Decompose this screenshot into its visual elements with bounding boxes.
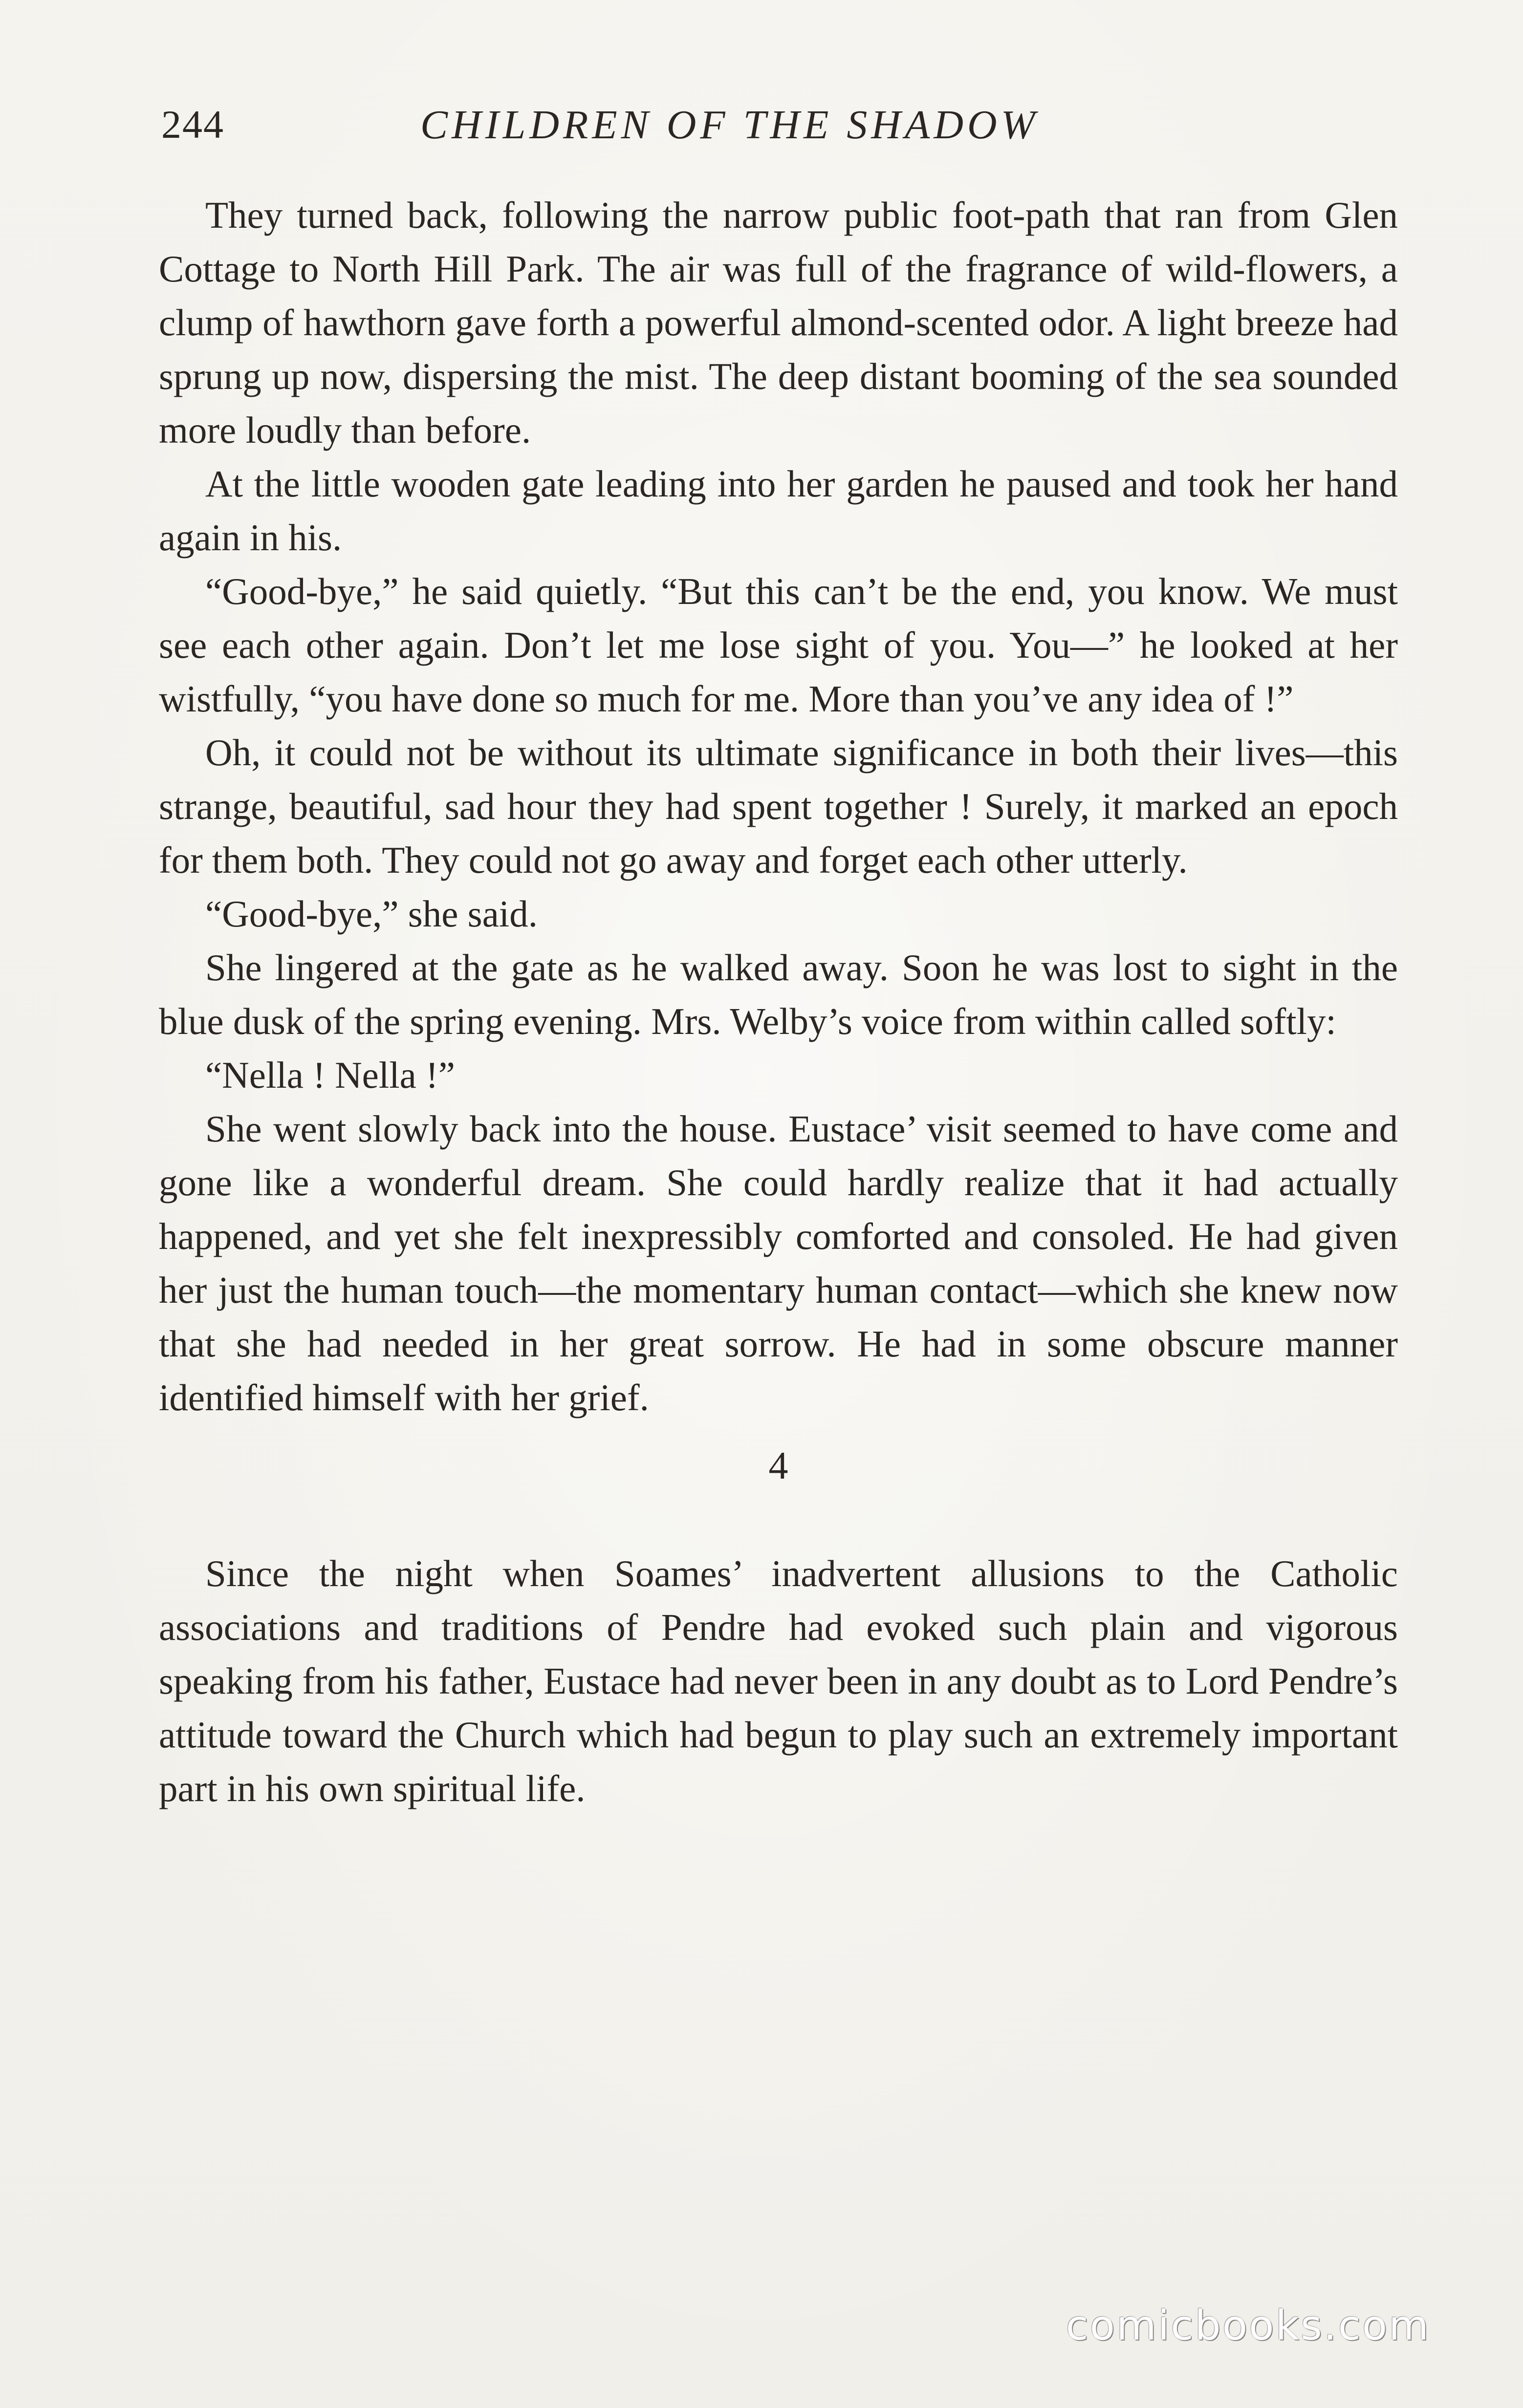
paragraph: At the little wooden gate leading into her garden he paused and took her hand again in his. bbox=[159, 463, 1398, 559]
body-text bbox=[159, 188, 1398, 1815]
paragraph: She went slowly back into the house. Eustace’ visit seemed to have come and gone like a wonderful dream. She could hardly realize that it had actually happened, and yet she felt inexpressibly comforted and consoled. He had given her just the human touch—the momentary human contact—which she knew now that she had needed in her great sorrow. He had in some obscure manner identified himself with her grief. bbox=[159, 1108, 1398, 1419]
paragraph: “Nella ! Nella !” bbox=[205, 1054, 455, 1096]
running-head: CHILDREN OF THE SHADOW bbox=[420, 102, 1039, 148]
page-header bbox=[161, 98, 1396, 151]
page-number: 244 bbox=[161, 102, 224, 147]
section-paragraph: Since the night when Soames’ inadvertent allusions to the Catholic associations and traditions of Pendre had evoked such plain and vigorous speaking from his father, Eustace had never been in any doubt as to Lord Pendre’s attitude toward the Church which had begun to play such an extremely important part in his own spiritual life. bbox=[159, 1552, 1398, 1809]
paragraph: “Good-bye,” he said quietly. “But this can’t be the end, you know. We must see each other again. Don’t let me lose sight of you. You—” he looked at her wistfully, “you have done so much for me. More than you’ve any idea of !” bbox=[159, 570, 1398, 720]
paragraph: She lingered at the gate as he walked away. Soon he was lost to sight in the blue dusk of the spring evening. Mrs. Welby’s voice from within called softly: bbox=[159, 946, 1398, 1042]
paragraph: “Good-bye,” she said. bbox=[205, 893, 538, 935]
section-number: 4 bbox=[768, 1444, 788, 1487]
watermark: comicbooks.com bbox=[1066, 2301, 1430, 2349]
paragraph: They turned back, following the narrow public foot-path that ran from Glen Cottage to North Hill Park. The air was full of the fragrance of wild-flowers, a clump of hawthorn gave forth a powerful almond-scented odor. A light breeze had sprung up now, dispersing the mist. The deep distant booming of the sea sounded more loudly than before. bbox=[159, 194, 1398, 451]
paragraph: Oh, it could not be without its ultimate significance in both their lives—this strange, beautiful, sad hour they had spent together ! Surely, it marked an epoch for them both. They could not go away and forget each other utterly. bbox=[159, 731, 1398, 881]
